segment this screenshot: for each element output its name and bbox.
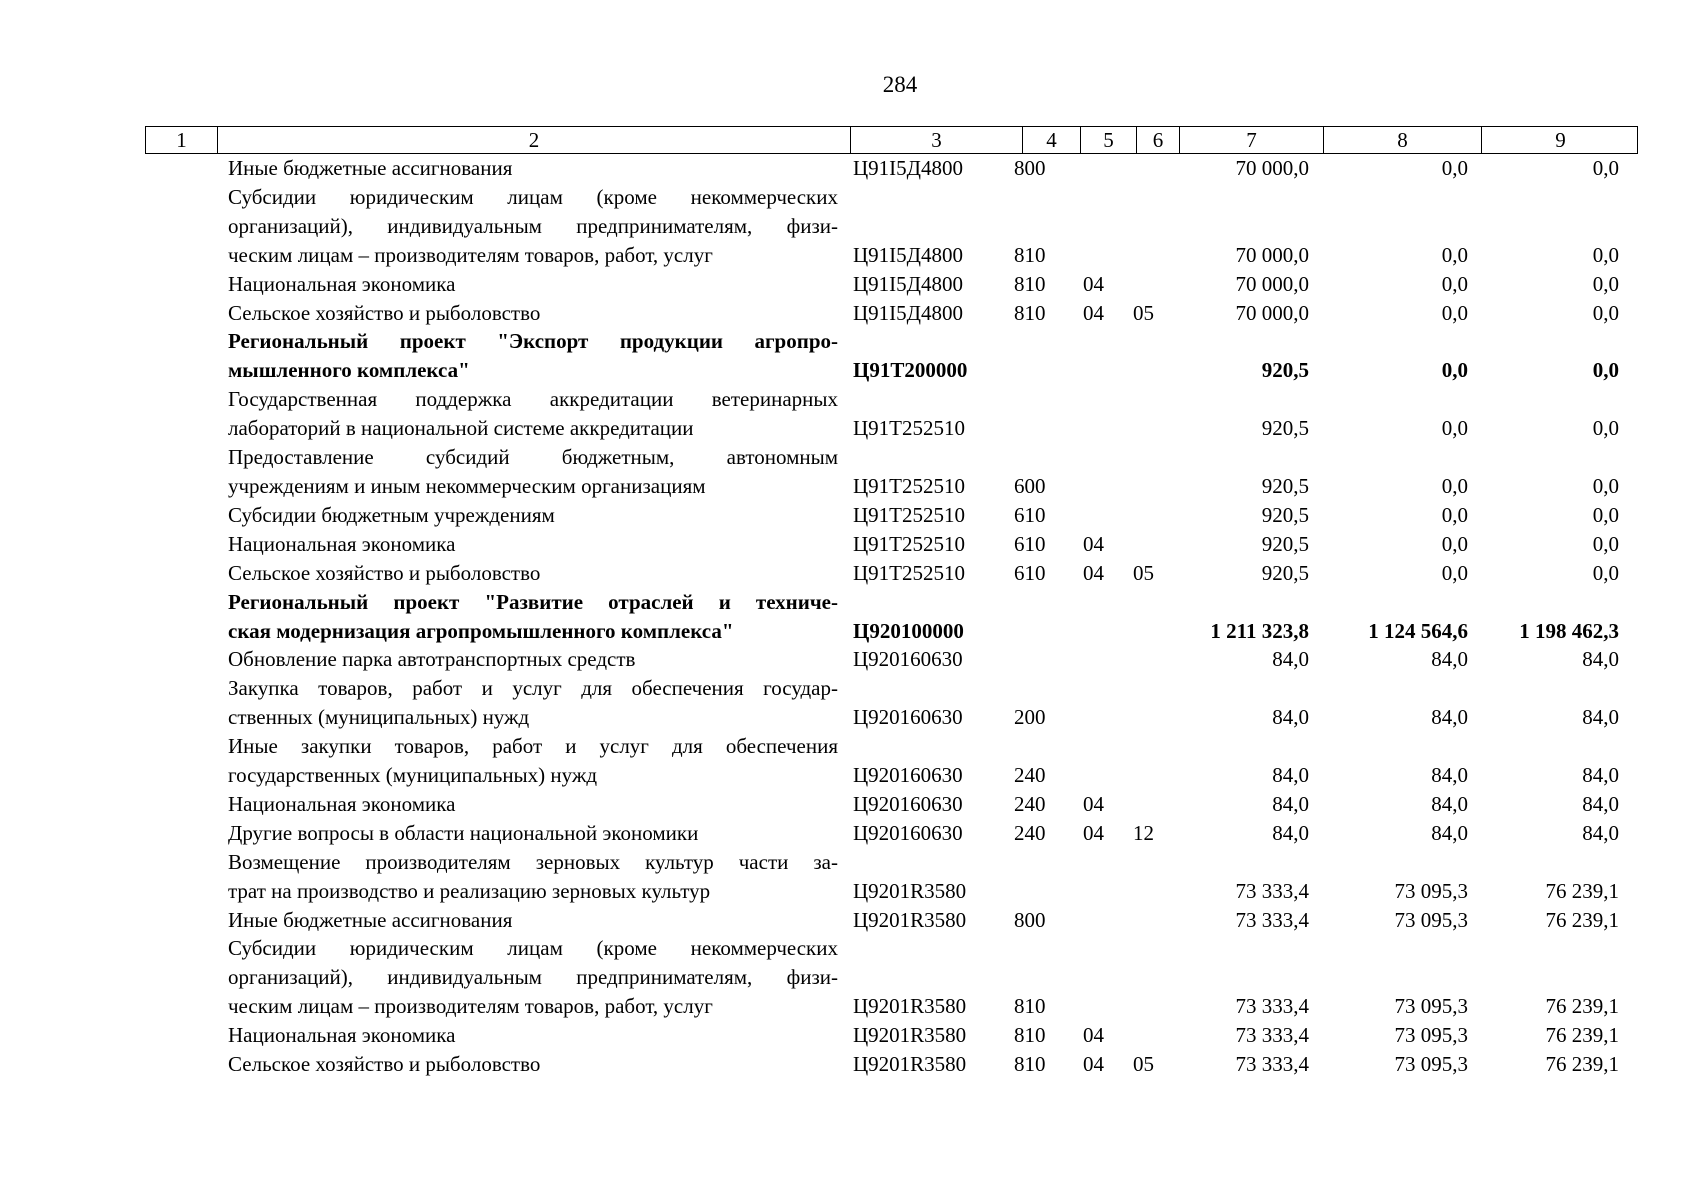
row-amount-col-9: 76 239,1	[1545, 1052, 1619, 1077]
row-expense-type: 810	[1014, 1052, 1046, 1077]
row-section: 04	[1083, 1052, 1104, 1077]
row-subsection: 05	[1133, 300, 1154, 325]
row-description	[228, 848, 850, 906]
row-description	[228, 790, 850, 819]
row-amount-col-9: 76 239,1	[1545, 1023, 1619, 1048]
table-row	[145, 674, 1638, 732]
row-expense-type: 810	[1014, 271, 1046, 296]
row-amount-col-7: 920,5	[1261, 531, 1309, 556]
row-amount-col-7: 84,0	[1272, 705, 1309, 730]
description-line: Обновление парка автотранспортных средств	[228, 647, 636, 672]
row-code: Ц91I5Д4800	[853, 156, 963, 180]
row-section: 04	[1083, 820, 1104, 845]
row-amount-col-7: 73 333,4	[1235, 907, 1309, 932]
row-code: Ц920160630	[853, 763, 963, 788]
table-row	[145, 299, 1638, 328]
row-description	[228, 588, 850, 646]
row-col-1	[145, 299, 228, 328]
row-col-1	[145, 270, 228, 299]
row-code: Ц920160630	[853, 820, 963, 845]
table-row	[145, 443, 1638, 501]
table-row	[145, 1050, 1638, 1079]
row-col-1	[145, 588, 228, 646]
header-col-3: 3	[851, 127, 1023, 153]
description-line: Сельское хозяйство и рыболовство	[228, 300, 541, 325]
description-line: организаций), индивидуальным предпринимателям, физи-	[228, 965, 838, 990]
row-description	[228, 154, 850, 183]
row-description	[228, 501, 850, 530]
row-amount-col-7: 920,5	[1261, 358, 1309, 383]
page-number: 284	[882, 72, 918, 97]
header-col-6: 6	[1137, 127, 1180, 153]
row-section: 04	[1083, 531, 1104, 556]
row-code: Ц920160630	[853, 791, 963, 816]
header-col-7: 7	[1180, 127, 1324, 153]
description-line: организаций), индивидуальным предпринимателям, физи-	[228, 213, 838, 238]
row-description	[228, 559, 850, 588]
header-col-2: 2	[218, 127, 851, 153]
row-code: Ц91T252510	[853, 560, 965, 585]
row-amount-col-9: 84,0	[1582, 791, 1619, 816]
header-col-5: 5	[1081, 127, 1137, 153]
description-line: Субсидии юридическим лицам (кроме некоммерческих	[228, 936, 838, 961]
row-description	[228, 530, 850, 559]
row-code: Ц9201R3580	[853, 994, 967, 1019]
row-amount-col-9: 0,0	[1592, 502, 1619, 527]
table-row	[145, 645, 1638, 674]
row-description	[228, 819, 850, 848]
row-amount-col-8: 1 124 564,6	[1368, 618, 1468, 643]
row-amount-col-7: 73 333,4	[1235, 1052, 1309, 1077]
row-description	[228, 674, 850, 732]
row-amount-col-9: 76 239,1	[1545, 907, 1619, 932]
row-amount-col-9: 84,0	[1582, 647, 1619, 672]
row-subsection: 05	[1133, 1052, 1154, 1077]
description-line: Иные закупки товаров, работ и услуг для обеспечения	[228, 734, 838, 759]
description-line: Сельское хозяйство и рыболовство	[228, 560, 541, 585]
description-line: Субсидии юридическим лицам (кроме некоммерческих	[228, 184, 838, 209]
row-expense-type: 610	[1014, 560, 1046, 585]
row-amount-col-7: 84,0	[1272, 647, 1309, 672]
description-line: мышленного комплекса"	[228, 358, 470, 383]
row-amount-col-8: 73 095,3	[1394, 994, 1468, 1019]
row-section: 04	[1083, 1023, 1104, 1048]
table-row	[145, 501, 1638, 530]
row-code: Ц9201R3580	[853, 907, 967, 932]
description-line: учреждениям и иным некоммерческим организациям	[228, 473, 706, 498]
row-amount-col-8: 73 095,3	[1394, 1023, 1468, 1048]
row-amount-col-8: 0,0	[1441, 531, 1468, 556]
row-code: Ц91T252510	[853, 502, 965, 527]
row-col-1	[145, 385, 228, 443]
row-amount-col-9: 0,0	[1592, 473, 1619, 498]
row-amount-col-7: 70 000,0	[1235, 156, 1309, 180]
table-row	[145, 385, 1638, 443]
row-amount-col-9: 0,0	[1592, 416, 1619, 441]
description-line: ская модернизация агропромышленного комплекса"	[228, 618, 734, 643]
row-code: Ц9201R3580	[853, 1023, 967, 1048]
row-description	[228, 732, 850, 790]
row-description	[228, 327, 850, 385]
row-amount-col-8: 0,0	[1441, 242, 1468, 267]
table-row	[145, 934, 1638, 1021]
row-col-1	[145, 501, 228, 530]
row-amount-col-8: 73 095,3	[1394, 1052, 1468, 1077]
row-amount-col-7: 920,5	[1261, 560, 1309, 585]
row-amount-col-7: 1 211 323,8	[1210, 618, 1309, 643]
description-line: государственных (муниципальных) нужд	[228, 763, 598, 788]
row-amount-col-8: 84,0	[1431, 705, 1468, 730]
description-line: Другие вопросы в области национальной экономики	[228, 820, 699, 845]
row-amount-col-8: 0,0	[1441, 416, 1468, 441]
row-amount-col-8: 0,0	[1441, 560, 1468, 585]
row-amount-col-8: 84,0	[1431, 791, 1468, 816]
row-amount-col-7: 73 333,4	[1235, 994, 1309, 1019]
description-line: Региональный проект "Развитие отраслей и техниче-	[228, 589, 838, 614]
row-subsection: 05	[1133, 560, 1154, 585]
description-line: Субсидии бюджетным учреждениям	[228, 502, 555, 527]
row-description	[228, 183, 850, 270]
description-line: Региональный проект "Экспорт продукции агропро-	[228, 329, 838, 354]
table-row	[145, 732, 1638, 790]
row-amount-col-9: 84,0	[1582, 763, 1619, 788]
row-expense-type: 610	[1014, 502, 1046, 527]
row-expense-type: 200	[1014, 705, 1046, 730]
row-amount-col-8: 0,0	[1441, 300, 1468, 325]
row-col-1	[145, 1021, 228, 1050]
row-col-1	[145, 674, 228, 732]
row-code: Ц920100000	[853, 618, 964, 643]
row-col-1	[145, 443, 228, 501]
table-row	[145, 559, 1638, 588]
row-col-1	[145, 934, 228, 1021]
description-line: Иные бюджетные ассигнования	[228, 907, 513, 932]
header-col-9: 9	[1555, 128, 1566, 152]
row-amount-col-9: 0,0	[1592, 358, 1619, 383]
row-amount-col-7: 70 000,0	[1235, 242, 1309, 267]
row-amount-col-8: 84,0	[1431, 647, 1468, 672]
row-expense-type: 240	[1014, 791, 1046, 816]
row-amount-col-8: 0,0	[1441, 473, 1468, 498]
table-row	[145, 906, 1638, 935]
row-description	[228, 645, 850, 674]
row-amount-col-9: 0,0	[1592, 300, 1619, 325]
row-col-1	[145, 906, 228, 935]
table-row	[145, 154, 1638, 183]
row-amount-col-7: 70 000,0	[1235, 300, 1309, 325]
table-row	[145, 270, 1638, 299]
row-code: Ц9201R3580	[853, 878, 967, 903]
row-amount-col-9: 76 239,1	[1545, 878, 1619, 903]
table-row	[145, 1021, 1638, 1050]
row-amount-col-8: 0,0	[1441, 502, 1468, 527]
row-section: 04	[1083, 300, 1104, 325]
row-description	[228, 385, 850, 443]
description-line: Национальная экономика	[228, 531, 456, 556]
row-description	[228, 270, 850, 299]
table-row	[145, 848, 1638, 906]
row-amount-col-9: 1 198 462,3	[1519, 618, 1619, 643]
description-line: трат на производство и реализацию зерновых культур	[228, 878, 711, 903]
table-header	[145, 126, 1638, 154]
table-row	[145, 819, 1638, 848]
row-amount-col-8: 84,0	[1431, 763, 1468, 788]
row-code: Ц920160630	[853, 705, 963, 730]
row-code: Ц91T252510	[853, 531, 965, 556]
row-expense-type: 810	[1014, 242, 1046, 267]
row-section: 04	[1083, 560, 1104, 585]
table-body	[145, 154, 1638, 1079]
row-description	[228, 934, 850, 1021]
row-section: 04	[1083, 791, 1104, 816]
row-description	[228, 443, 850, 501]
row-amount-col-7: 73 333,4	[1235, 878, 1309, 903]
row-col-1	[145, 790, 228, 819]
description-line: Возмещение производителям зерновых культур части за-	[228, 849, 838, 874]
row-amount-col-7: 84,0	[1272, 763, 1309, 788]
row-amount-col-9: 84,0	[1582, 705, 1619, 730]
row-amount-col-9: 0,0	[1592, 271, 1619, 296]
row-expense-type: 810	[1014, 994, 1046, 1019]
row-col-1	[145, 645, 228, 674]
description-line: ственных (муниципальных) нужд	[228, 705, 530, 730]
table-row	[145, 183, 1638, 270]
row-expense-type: 610	[1014, 531, 1046, 556]
row-expense-type: 800	[1014, 156, 1046, 180]
row-col-1	[145, 1050, 228, 1079]
row-code: Ц91T252510	[853, 473, 965, 498]
row-col-1	[145, 530, 228, 559]
row-amount-col-8: 0,0	[1441, 358, 1468, 383]
row-amount-col-7: 70 000,0	[1235, 271, 1309, 296]
description-line: Сельское хозяйство и рыболовство	[228, 1052, 541, 1077]
row-expense-type: 810	[1014, 1023, 1046, 1048]
row-expense-type: 600	[1014, 473, 1046, 498]
row-col-1	[145, 559, 228, 588]
row-code: Ц920160630	[853, 647, 963, 672]
row-expense-type: 800	[1014, 907, 1046, 932]
row-amount-col-9: 0,0	[1592, 560, 1619, 585]
table-row	[145, 588, 1638, 646]
row-amount-col-8: 0,0	[1441, 271, 1468, 296]
row-amount-col-9: 0,0	[1592, 242, 1619, 267]
row-amount-col-8: 0,0	[1441, 156, 1468, 180]
row-col-1	[145, 327, 228, 385]
description-line: ческим лицам – производителям товаров, работ, услуг	[228, 994, 713, 1019]
row-section: 04	[1083, 271, 1104, 296]
row-col-1	[145, 848, 228, 906]
row-amount-col-7: 84,0	[1272, 791, 1309, 816]
description-line: Иные бюджетные ассигнования	[228, 156, 513, 180]
row-code: Ц91I5Д4800	[853, 242, 963, 267]
row-code: Ц91T252510	[853, 416, 965, 441]
header-col-1: 1	[146, 127, 218, 153]
description-line: лабораторий в национальной системе аккредитации	[228, 416, 694, 441]
row-description	[228, 299, 850, 328]
description-line: ческим лицам – производителям товаров, работ, услуг	[228, 242, 713, 267]
description-line: Закупка товаров, работ и услуг для обеспечения государ-	[228, 676, 838, 701]
row-code: Ц9201R3580	[853, 1052, 967, 1077]
row-amount-col-8: 84,0	[1431, 820, 1468, 845]
row-amount-col-7: 920,5	[1261, 502, 1309, 527]
row-amount-col-9: 0,0	[1592, 156, 1619, 180]
row-code: Ц91I5Д4800	[853, 271, 963, 296]
row-subsection: 12	[1133, 820, 1154, 845]
description-line: Предоставление субсидий бюджетным, автономным	[228, 445, 838, 470]
row-amount-col-9: 76 239,1	[1545, 994, 1619, 1019]
row-expense-type: 240	[1014, 820, 1046, 845]
description-line: Национальная экономика	[228, 271, 456, 296]
row-amount-col-8: 73 095,3	[1394, 878, 1468, 903]
description-line: Национальная экономика	[228, 791, 456, 816]
header-col-4: 4	[1023, 127, 1081, 153]
budget-table	[145, 126, 1638, 1079]
table-row	[145, 530, 1638, 559]
table-row	[145, 790, 1638, 819]
row-amount-col-8: 73 095,3	[1394, 907, 1468, 932]
header-col-8: 8	[1324, 127, 1482, 153]
row-amount-col-7: 84,0	[1272, 820, 1309, 845]
row-amount-col-7: 920,5	[1261, 416, 1309, 441]
row-amount-col-7: 73 333,4	[1235, 1023, 1309, 1048]
row-col-1	[145, 732, 228, 790]
row-description	[228, 906, 850, 935]
row-amount-col-9: 0,0	[1592, 531, 1619, 556]
table-row	[145, 327, 1638, 385]
description-line: Национальная экономика	[228, 1023, 456, 1048]
row-col-1	[145, 154, 228, 183]
row-code: Ц91I5Д4800	[853, 300, 963, 325]
row-amount-col-7: 920,5	[1261, 473, 1309, 498]
row-expense-type: 240	[1014, 763, 1046, 788]
description-line: Государственная поддержка аккредитации ветеринарных	[228, 387, 838, 412]
row-code: Ц91T200000	[853, 358, 968, 383]
row-description	[228, 1021, 850, 1050]
row-col-1	[145, 819, 228, 848]
row-col-1	[145, 183, 228, 270]
row-description	[228, 1050, 850, 1079]
row-expense-type: 810	[1014, 300, 1046, 325]
row-amount-col-9: 84,0	[1582, 820, 1619, 845]
